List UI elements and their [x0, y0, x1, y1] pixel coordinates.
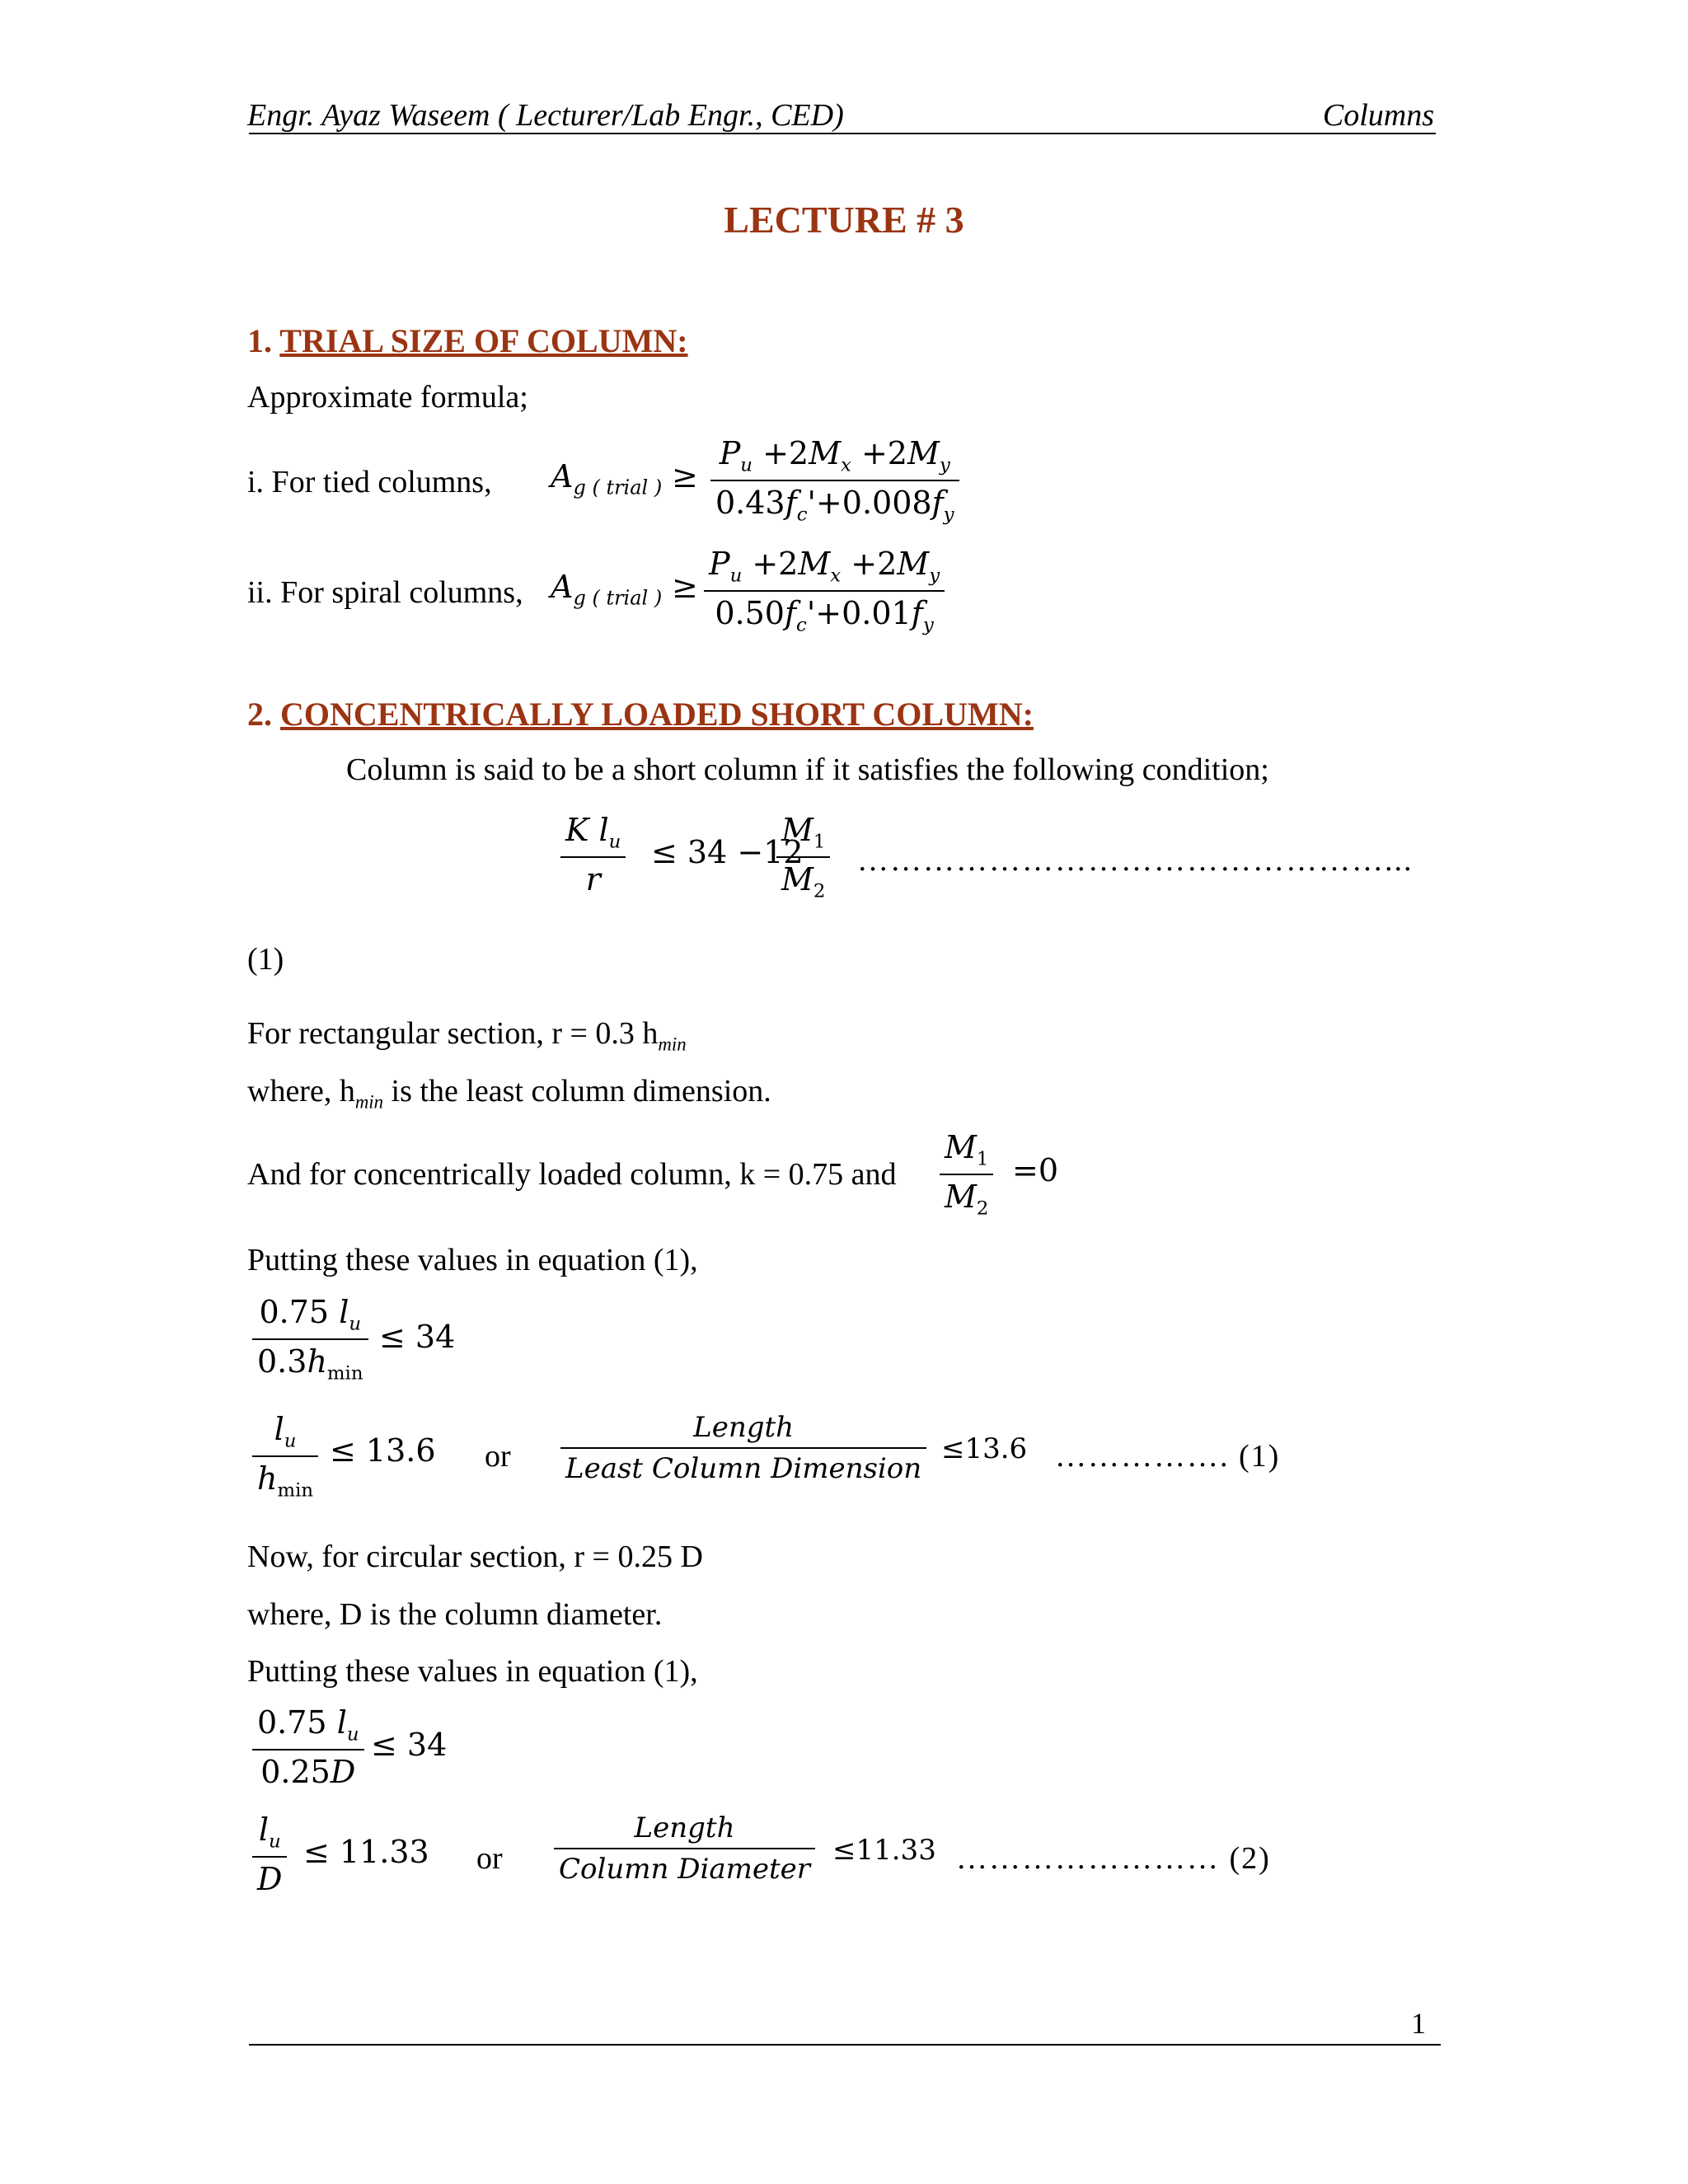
circ-limit-11-33: ≤11.33 [832, 1834, 936, 1867]
equation-ref-dots-1: ……………. (1) [1055, 1439, 1281, 1474]
spiral-fraction [704, 546, 945, 635]
klu-over-r-fraction: K $l_u$ r [560, 812, 626, 898]
tied-denominator: $0.43f_c'+0.008f_y$ [715, 484, 954, 526]
section-1-number: 1. [247, 322, 272, 359]
column-diameter-text: where, D is the column diameter. [247, 1597, 663, 1632]
header-rule [249, 133, 1436, 134]
spiral-numerator: $P_u +2M_x +2M_y$ [709, 546, 940, 587]
ag-trial-spiral: $A_{g ( trial )}$ [551, 569, 663, 610]
leader-dots: …………………………………………... [857, 843, 1414, 878]
putting-values-1: Putting these values in equation (1), [247, 1243, 698, 1277]
tied-label: i. For tied columns, [247, 465, 492, 499]
circ-step1-limit: ≤ 34 [371, 1727, 448, 1763]
approx-intro: Approximate formula; [247, 380, 528, 415]
length-over-least-dimension: Length Least Column Dimension [560, 1411, 926, 1485]
circ-step1-fraction: 0.75 $l_u$ 0.25D [252, 1704, 364, 1790]
geq-symbol-tied: ≥ [672, 458, 698, 494]
equation-ref-dots-2: …………………… (2) [956, 1841, 1271, 1876]
equals-zero: =0 [1012, 1152, 1059, 1188]
rectangular-section-text: For rectangular section, r = 0.3 $h_{min}$ [247, 1016, 687, 1055]
rect-step1-limit: ≤ 34 [379, 1319, 456, 1355]
header-right: Columns [1322, 98, 1434, 133]
circular-section-text: Now, for circular section, r = 0.25 D [247, 1540, 703, 1574]
rect-limit-13-6: ≤13.6 [941, 1432, 1028, 1465]
section-1-title: TRIAL SIZE OF COLUMN: [279, 322, 688, 359]
rect-step2-limit: ≤ 13.6 [330, 1432, 436, 1469]
header-left: Engr. Ayaz Waseem ( Lecturer/Lab Engr., CED) [247, 98, 844, 133]
ag-trial-tied: $A_{g ( trial )}$ [551, 458, 663, 499]
short-column-condition: Column is said to be a short column if it satisfies the following condition; [346, 752, 1269, 787]
putting-values-2: Putting these values in equation (1), [247, 1654, 698, 1689]
tied-fraction [710, 435, 959, 525]
lecture-title: LECTURE # 3 [724, 199, 964, 241]
rect-step2-fraction: $l_u$ $h_{min}$ [252, 1411, 318, 1501]
or-word-2: or [476, 1841, 503, 1876]
length-over-column-diameter: Length Column Diameter [554, 1811, 815, 1886]
circ-step2-fraction: $l_u$ D [252, 1811, 287, 1897]
section-2-title: CONCENTRICALLY LOADED SHORT COLUMN: [280, 696, 1034, 733]
page-number: 1 [1411, 2007, 1426, 2040]
m1-m2-ratio-fraction: $M_1$ $M_2$ [940, 1129, 993, 1219]
footer-rule [249, 2044, 1441, 2046]
circ-step2-limit: ≤ 11.33 [303, 1834, 429, 1870]
section-2-heading [247, 695, 1034, 733]
rect-step1-fraction: 0.75 $l_u$ $0.3h_{min}$ [252, 1294, 368, 1384]
section-1-heading [247, 321, 688, 360]
tied-numerator: $P_u +2M_x +2M_y$ [719, 435, 950, 476]
slenderness-limit-expr: ≤ 34 −12 [651, 834, 804, 870]
spiral-label: ii. For spiral columns, [247, 575, 523, 610]
spiral-denominator: $0.50f_c'+0.01f_y$ [715, 594, 934, 636]
section-2-number: 2. [247, 696, 272, 733]
least-dimension-text: where, $h_{min}$ is the least column dimension. [247, 1074, 771, 1113]
concentric-k-text: And for concentrically loaded column, k = 0.75 and [247, 1157, 897, 1192]
or-word-1: or [485, 1439, 511, 1474]
m1-over-m2-fraction: $M_1$ $M_2$ [776, 812, 830, 902]
equation-ref-1: (1) [247, 942, 284, 977]
geq-symbol-spiral: ≥ [672, 569, 698, 605]
